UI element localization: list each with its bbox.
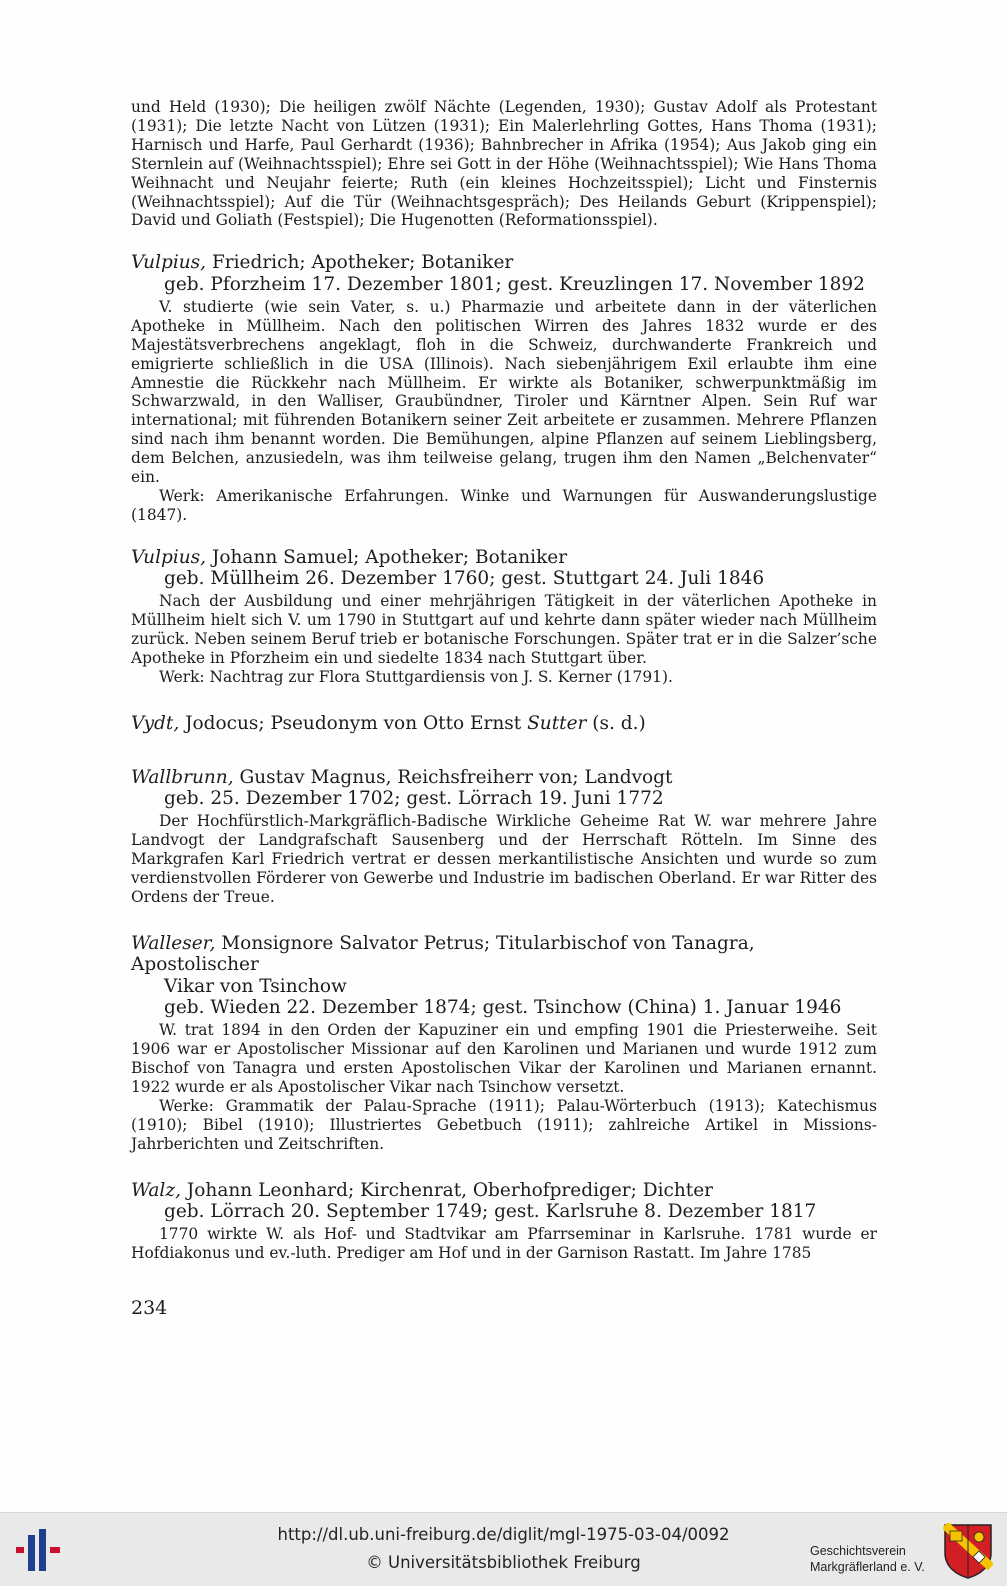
entry-heading [131,767,877,789]
entry-works: Werke: Grammatik der Palau-Sprache (1911); Palau-Wörterbuch (1913); Katechismus (1910); Bibel (1910); Illustriertes Gebetbuch (1911); zahlreiche Artikel in Missions-Jahrberichten und Zeitschriften. [131,1097,877,1153]
entry-body: 1770 wirkte W. als Hof- und Stadtvikar am Pfarrseminar in Karlsruhe. 1781 wurde er Hofdiakonus und ev.-luth. Prediger am Hof und in der Garnison Rastatt. Im Jahre 1785 [131,1225,877,1263]
entry-heading-text: Johann Samuel; Apotheker; Botaniker [206,546,568,568]
entry-wallbrunn [131,767,877,907]
entry-dates: geb. 25. Dezember 1702; gest. Lörrach 19. Juni 1772 [164,788,664,810]
entry-name: Vulpius, [131,546,207,568]
entry-dates: geb. Pforzheim 17. Dezember 1801; gest. Kreuzlingen 17. November 1892 [164,273,865,295]
entry-body: Nach der Ausbildung und einer mehrjährigen Tätigkeit in der väterlichen Apotheke in Müllheim hielt sich V. um 1790 in Stuttgart auf und kehrte dann später wieder nach Müllheim zurück. Neben seinem Beruf trieb er botanische Forschungen. Später trat er in die Salzer’sche Apotheke in Pforzheim ein und siedelte 1834 nach Stuttgart über. [131,592,877,668]
viewer-footer [0,1512,1007,1586]
intro-paragraph: und Held (1930); Die heiligen zwölf Nächte (Legenden, 1930); Gustav Adolf als Protestant (1931); Die letzte Nacht von Lützen (1931); Ein Malerlehrling Gottes, Hans Thoma (1931); Harnisch und Harfe, Paul Gerhardt (1936); Bahnbrecher in Afrika (1954); Aus Jakob ging ein Sternlein auf (Weihnachtsspiel); Ehre sei Gott in der Höhe (Weihnachtsspiel); Wie Hans Thoma Weihnacht und Neujahr feierte; Ruth (ein kleines Hochzeitsspiel); Licht und Finsternis (Weihnachtsspiel); Auf die Tür (Weihnachtsgespräch); Des Heilands Geburt (Krippenspiel); David und Goliath (Festspiel); Die Hugenotten (Reformationsspiel). [131,98,877,230]
entry-name: Vulpius, [131,252,207,274]
society-name-line2: Markgräflerland e. V. [810,1560,925,1574]
entry-heading-text: Jodocus; Pseudonym von Otto Ernst [179,712,528,734]
entry-heading [131,252,877,274]
entry-heading-text: Monsignore Salvator Petrus; Titularbischof von Tanagra, Apostolischer [131,932,755,976]
entry-walleser [131,933,877,1154]
entry-vydt [131,713,877,735]
society-name-line1: Geschichtsverein [810,1544,906,1558]
entry-works: Werk: Amerikanische Erfahrungen. Winke und Warnungen für Auswanderungslustige (1847). [131,487,877,524]
cross-reference-name: Sutter [527,712,587,734]
entry-walz [131,1180,877,1263]
entry-heading-continuation: Vikar von Tsinchow [164,975,347,997]
entry-name: Wallbrunn, [131,766,234,788]
cross-reference-note: (s. d.) [586,712,646,734]
entry-vulpius-johann-samuel [131,547,877,687]
entry-body: W. trat 1894 in den Orden der Kapuziner ein und empfing 1901 die Priesterweihe. Seit 1906 war er Apostolischer Missionar auf den Karolinen und Marianen und wurde 1912 zum Bischof von Tanagra und ersten Apostolischen Vikar der Karolinen und Marianen ernannt. 1922 wurde er als Apostolischer Vikar nach Tsinchow versetzt. [131,1021,877,1097]
entry-heading-text: Gustav Magnus, Reichsfreiherr von; Landvogt [233,766,673,788]
entry-works: Werk: Nachtrag zur Flora Stuttgardiensis von J. S. Kerner (1791). [159,668,673,687]
society-name[interactable] [810,1543,925,1575]
entry-heading-text: Johann Leonhard; Kirchenrat, Oberhofprediger; Dichter [180,1179,713,1201]
page-content [131,98,877,1263]
entry-heading-text: Friedrich; Apotheker; Botaniker [206,252,514,274]
entry-dates: geb. Lörrach 20. September 1749; gest. Karlsruhe 8. Dezember 1817 [164,1201,817,1223]
entry-vulpius-friedrich [131,252,877,524]
entry-heading [131,1180,877,1202]
entry-heading [131,933,877,976]
coat-of-arms-icon[interactable] [943,1523,993,1579]
entry-body: Der Hochfürstlich-Markgräflich-Badische Wirkliche Geheime Rat W. war mehrere Jahre Landvogt der Landgrafschaft Sausenberg und der Herrschaft Rötteln. Im Sinne des Markgrafen Karl Friedrich vertrat er dessen merkantilistische Ansichten und wurde so zum verdienstvollen Förderer von Gewerbe und Industrie im badischen Oberland. Er war Ritter des Ordens der Treue. [131,812,877,906]
entry-heading [131,547,877,569]
copyright-text: © Universitätsbibliothek Freiburg [366,1553,641,1572]
entry-name: Walleser, [131,932,216,954]
entry-heading [131,713,877,735]
entry-name: Vydt, [131,712,180,734]
entry-dates: geb. Müllheim 26. Dezember 1760; gest. Stuttgart 24. Juli 1846 [164,568,765,590]
entry-body: V. studierte (wie sein Vater, s. u.) Pharmazie und arbeitete dann in der väterlichen Apotheke in Müllheim. Nach den politischen Wirren des Jahres 1832 wurde er des Majestätsverbrechens angeklagt, floh in die Schweiz, durchwanderte Frankreich und emigrierte schließlich in die USA (Illinois). Nach siebenjährigem Exil erlaubte ihm eine Amnestie die Rückkehr nach Müllheim. Er wirkte als Botaniker, schwerpunktmäßig im Schwarzwald, in den Walliser, Graubündner, Tiroler und Kärntner Alpen. Sein Ruf war international; mit führenden Botanikern seiner Zeit arbeitete er zusammen. Mehrere Pflanzen sind nach ihm benannt worden. Die Bemühungen, alpine Pflanzen auf seinem Lieblingsberg, dem Belchen, anzusiedeln, was ihm teilweise gelang, trugen ihm den Namen „Belchenvater“ ein. [131,297,877,487]
page-number: 234 [131,1297,168,1319]
entry-dates: geb. Wieden 22. Dezember 1874; gest. Tsinchow (China) 1. Januar 1946 [164,997,842,1019]
entry-name: Walz, [131,1179,181,1201]
document-url-link[interactable]: http://dl.ub.uni-freiburg.de/diglit/mgl-1975-03-04/0092 [277,1525,730,1544]
